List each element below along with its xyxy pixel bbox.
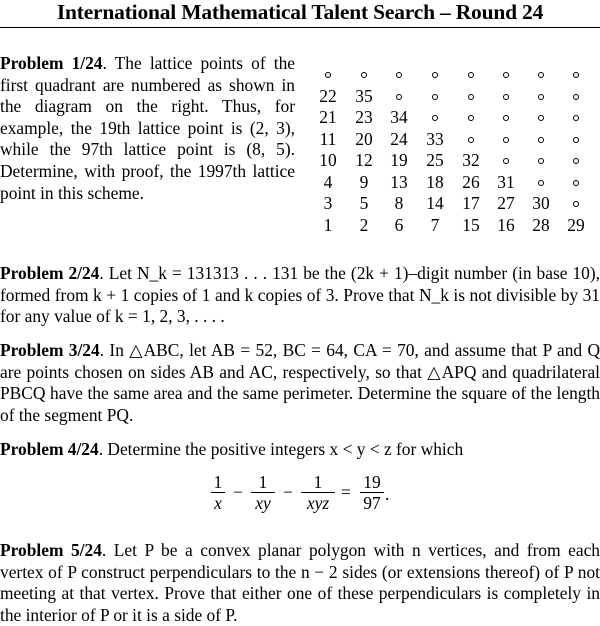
lattice-dot xyxy=(503,137,509,143)
lattice-number: 24 xyxy=(390,128,408,149)
lattice-number: 26 xyxy=(462,171,480,192)
lattice-number: 5 xyxy=(359,193,369,213)
lattice-dot xyxy=(432,72,438,78)
lattice-dot xyxy=(573,94,579,100)
lattice-dot xyxy=(503,72,509,78)
eq-term-2-den: xy xyxy=(255,493,271,513)
lattice-number: 9 xyxy=(359,171,369,192)
lattice-number: 20 xyxy=(355,128,373,149)
problem-4-label: Problem 4/24 xyxy=(0,439,99,459)
lattice-dot xyxy=(468,72,474,78)
lattice-number: 27 xyxy=(497,193,515,213)
eq-period: . xyxy=(385,484,390,504)
lattice-number: 19 xyxy=(390,150,408,170)
problem-1 xyxy=(0,53,295,204)
lattice-dot xyxy=(503,115,509,121)
eq-term-1-num: 1 xyxy=(211,472,225,493)
lattice-dot xyxy=(573,158,579,164)
problem-1-text: . The lattice points of the first quadrant are numbered as shown in the diagram on the right. Thus, for example, the 19th lattice point is (2, 3), while the 97th lattice point is (8, 5). Determine, with proof, the 1997th lattice point in this scheme. xyxy=(0,53,295,203)
lattice-number: 1 xyxy=(323,214,333,235)
lattice-number: 32 xyxy=(462,150,480,170)
lattice-dot xyxy=(432,94,438,100)
eq-term-1 xyxy=(211,472,225,513)
lattice-number: 15 xyxy=(462,214,480,235)
eq-minus-1: − xyxy=(233,482,243,502)
eq-equals: = xyxy=(341,482,351,502)
problem-2-text: . Let N_k = 131313 . . . 131 be the (2k + 1)–digit number (in base 10), formed from k + 1 copies of 1 and k copies of 3. Prove that N_k is not divisible by 31 for any value of k = 1, 2, 3, . . . . xyxy=(0,263,600,327)
eq-result-den: 97 xyxy=(363,493,381,513)
lattice-dot xyxy=(468,94,474,100)
lattice-dot xyxy=(538,94,544,100)
problem-3-label: Problem 3/24 xyxy=(0,340,100,360)
lattice-number: 34 xyxy=(390,107,408,127)
lattice-number: 7 xyxy=(430,214,440,235)
problem-4-equation xyxy=(0,472,600,524)
lattice-dot xyxy=(325,72,331,78)
problem-5-text: . Let P be a convex planar polygon with n vertices, and from each vertex of P construct perpendiculars to the n − 2 sides (or extensions thereof) of P not meeting at that vertex. Prove that either one of these perpendiculars is completely in the interior of P or it is a side of P. xyxy=(0,540,600,625)
problem-4 xyxy=(0,439,600,461)
page-title: International Mathematical Talent Search – Round 24 xyxy=(56,0,544,24)
problem-5 xyxy=(0,540,600,626)
problem-2 xyxy=(0,263,600,328)
lattice-dot xyxy=(361,72,367,78)
lattice-number: 11 xyxy=(319,128,337,149)
lattice-number: 16 xyxy=(497,214,515,235)
lattice-dot xyxy=(538,158,544,164)
lattice-number: 31 xyxy=(497,171,515,192)
lattice-number: 29 xyxy=(567,214,585,235)
lattice-number: 14 xyxy=(426,193,444,213)
problem-2-label: Problem 2/24 xyxy=(0,263,100,283)
problem-3 xyxy=(0,340,600,426)
eq-result xyxy=(360,472,384,513)
eq-term-3-den: xyz xyxy=(306,493,330,513)
lattice-dot xyxy=(538,137,544,143)
lattice-dot xyxy=(503,94,509,100)
eq-term-2 xyxy=(251,472,275,513)
eq-result-num: 19 xyxy=(360,472,384,493)
lattice-dot xyxy=(538,115,544,121)
lattice-dot xyxy=(573,180,579,186)
lattice-number: 12 xyxy=(355,150,373,170)
lattice-number: 35 xyxy=(355,85,373,106)
problem-1-label: Problem 1/24 xyxy=(0,53,103,73)
lattice-dot xyxy=(503,158,509,164)
lattice-dot xyxy=(573,201,579,207)
lattice-dot xyxy=(396,94,402,100)
lattice-dot xyxy=(396,72,402,78)
lattice-number: 3 xyxy=(323,193,333,213)
lattice-number: 10 xyxy=(319,150,337,170)
lattice-number: 18 xyxy=(426,171,444,192)
lattice-number: 22 xyxy=(319,85,337,106)
lattice-number: 28 xyxy=(532,214,550,235)
lattice-number: 13 xyxy=(390,171,408,192)
lattice-dot xyxy=(573,115,579,121)
lattice-number: 8 xyxy=(394,193,404,213)
lattice-dot xyxy=(538,72,544,78)
title-rule xyxy=(0,27,600,28)
lattice-dot xyxy=(573,137,579,143)
lattice-dot xyxy=(573,72,579,78)
lattice-dot xyxy=(432,115,438,121)
lattice-number: 17 xyxy=(462,193,480,213)
lattice-number: 30 xyxy=(532,193,550,213)
lattice-diagram xyxy=(308,64,595,244)
lattice-dot xyxy=(538,180,544,186)
eq-minus-2: − xyxy=(283,482,293,502)
eq-term-3-num: 1 xyxy=(301,472,335,493)
lattice-number: 33 xyxy=(426,128,444,149)
lattice-number: 21 xyxy=(319,107,337,127)
eq-term-1-den: x xyxy=(214,493,222,513)
lattice-number: 23 xyxy=(355,107,373,127)
eq-term-2-num: 1 xyxy=(251,472,275,493)
problem-5-label: Problem 5/24 xyxy=(0,540,102,560)
problem-3-text: . In △ABC, let AB = 52, BC = 64, CA = 70, and assume that P and Q are points chosen on sides AB and AC, respectively, so that △APQ and quadrilateral PBCQ have the same area and the same perimeter. Determine the square of the length of the segment PQ. xyxy=(0,340,600,425)
lattice-dot xyxy=(468,115,474,121)
eq-term-3 xyxy=(301,472,335,513)
lattice-number: 4 xyxy=(323,171,333,192)
lattice-number: 6 xyxy=(394,214,404,235)
problem-4-text: . Determine the positive integers x < y < z for which xyxy=(98,439,464,459)
lattice-number: 25 xyxy=(426,150,444,170)
lattice-dot xyxy=(468,137,474,143)
lattice-number: 2 xyxy=(359,214,369,235)
